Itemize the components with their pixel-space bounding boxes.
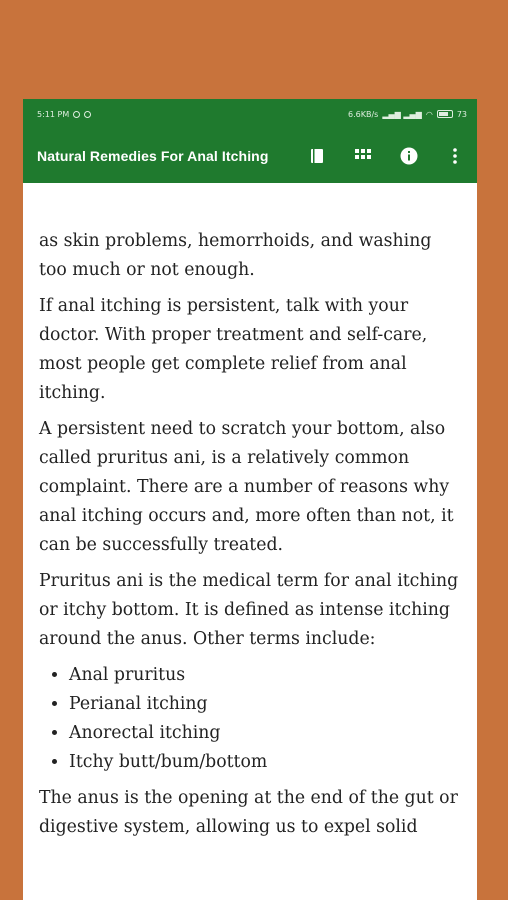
status-time: 5:11 PM — [37, 109, 70, 119]
wifi-icon: ◠ — [425, 109, 433, 119]
grid-icon[interactable] — [353, 146, 373, 166]
article-paragraph: A persistent need to scratch your bottom, also called pruritus ani, is a relatively common complaint. There are a number of reasons why anal itching occurs and, more often than not, it can be successfully treated. — [39, 419, 454, 555]
list-item: • Anal pruritus — [69, 661, 459, 690]
list-item: • Perianal itching — [69, 690, 459, 719]
battery-level: 73 — [456, 109, 467, 119]
signal-icon: ▂▄▆ ▂▄▆ — [382, 109, 422, 119]
list-item: • Anorectal itching — [69, 719, 459, 748]
more-vert-icon[interactable] — [445, 146, 465, 166]
app-title: Natural Remedies For Anal Itching — [37, 148, 269, 164]
article-paragraph: as skin problems, hemorrhoids, and washing too much or not enough. — [39, 231, 432, 280]
article-paragraph: If anal itching is persistent, talk with your doctor. With proper treatment and self-care, most people get complete relief from anal itching. — [39, 296, 428, 403]
article-paragraph: Pruritus ani is the medical term for anal itching or itchy bottom. It is defined as intense itching around the anus. Other terms include: — [39, 571, 459, 649]
article-content — [23, 183, 477, 842]
terms-list — [39, 661, 459, 777]
network-speed: 6.6KB/s — [348, 109, 379, 119]
info-icon[interactable] — [399, 146, 419, 166]
phone-screen — [23, 99, 477, 900]
status-bar — [23, 99, 477, 129]
book-icon[interactable] — [307, 146, 327, 166]
article-paragraph: The anus is the opening at the end of the gut or digestive system, allowing us to expel solid — [39, 788, 458, 837]
app-bar — [23, 129, 477, 183]
notification-icon — [73, 111, 80, 118]
list-item: • Itchy butt/bum/bottom — [69, 748, 459, 777]
battery-icon — [437, 110, 453, 118]
notification-icon — [84, 111, 91, 118]
